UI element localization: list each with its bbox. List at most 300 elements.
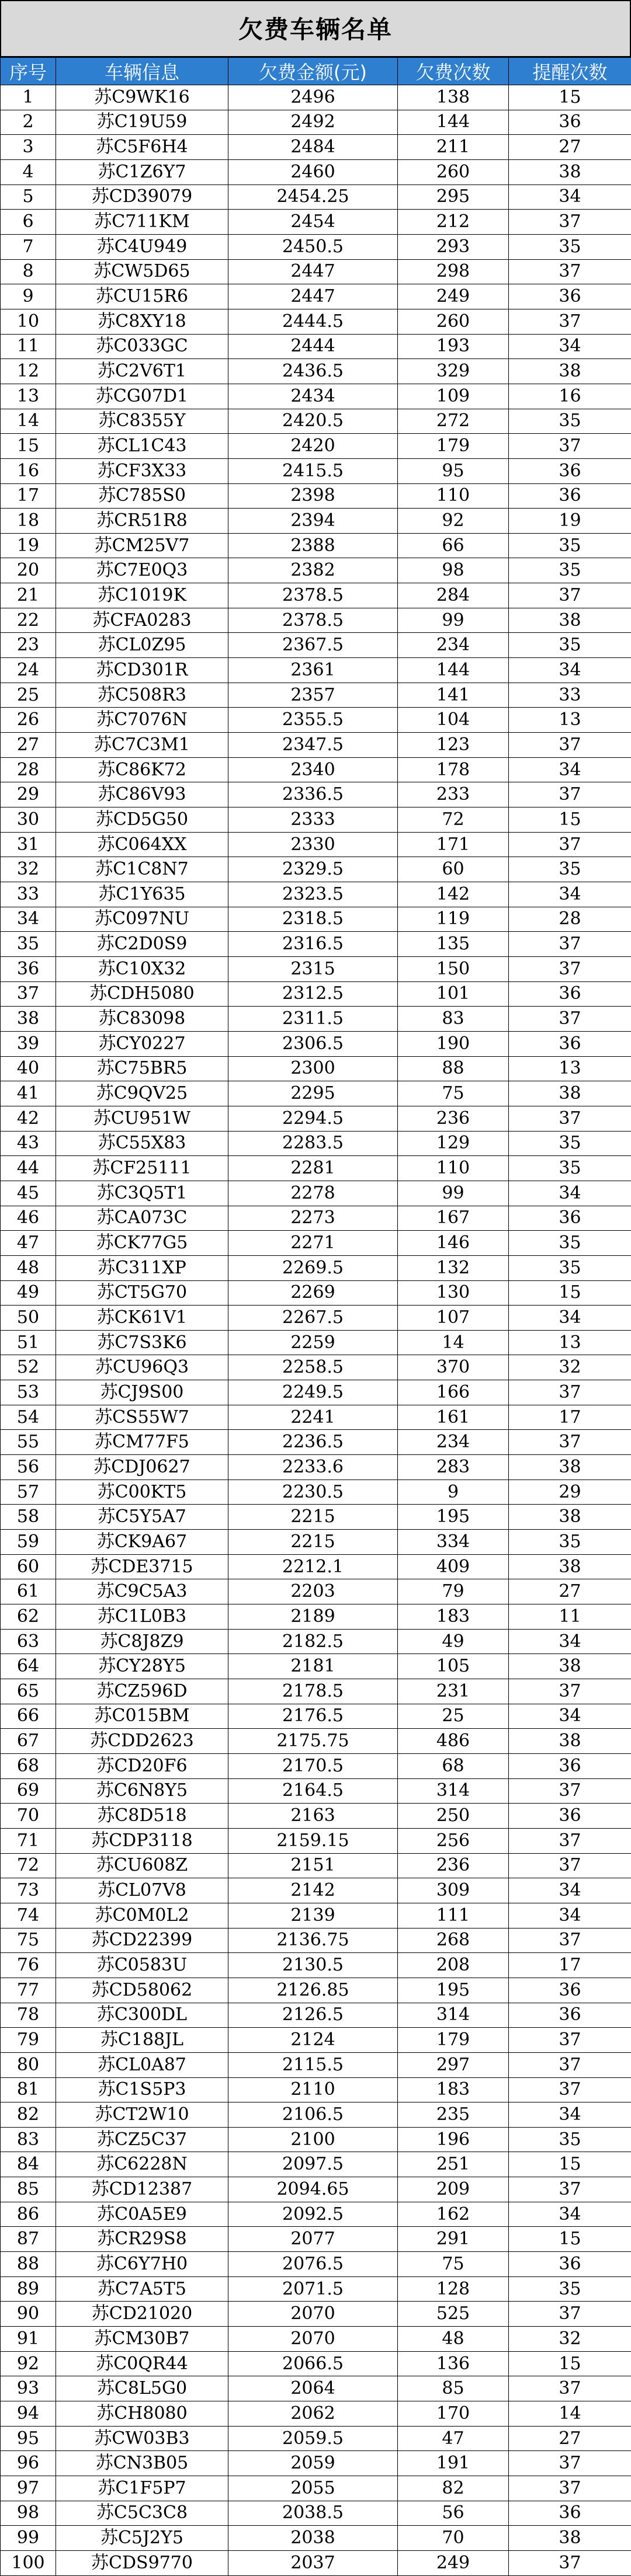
cell-amount: 2236.5	[228, 1430, 398, 1455]
cell-vehicle: 苏CDD2623	[56, 1729, 228, 1754]
cell-vehicle: 苏C8J8Z9	[56, 1629, 228, 1654]
cell-vehicle: 苏C1F5P7	[56, 2476, 228, 2501]
cell-vehicle: 苏CL0Z95	[56, 633, 228, 658]
cell-reminder-count: 37	[509, 434, 631, 459]
cell-vehicle: 苏CT5G70	[56, 1280, 228, 1306]
cell-index: 45	[1, 1181, 56, 1206]
cell-reminder-count: 35	[509, 857, 631, 882]
cell-vehicle: 苏CF3X33	[56, 458, 228, 483]
cell-index: 93	[1, 2376, 56, 2401]
cell-index: 82	[1, 2102, 56, 2128]
cell-index: 24	[1, 658, 56, 683]
table-row	[1, 981, 631, 1007]
cell-reminder-count: 28	[509, 907, 631, 932]
cell-vehicle: 苏C0M0L2	[56, 1903, 228, 1928]
cell-amount: 2447	[228, 259, 398, 284]
cell-index: 90	[1, 2302, 56, 2327]
table-row	[1, 633, 631, 658]
cell-index: 78	[1, 2003, 56, 2028]
cell-reminder-count: 35	[509, 234, 631, 259]
cell-reminder-count: 36	[509, 2501, 631, 2526]
cell-arrears-count: 49	[398, 1629, 509, 1654]
cell-arrears-count: 190	[398, 1031, 509, 1056]
cell-amount: 2415.5	[228, 458, 398, 483]
table-row	[1, 2028, 631, 2053]
cell-amount: 2312.5	[228, 981, 398, 1007]
cell-vehicle: 苏CA073C	[56, 1206, 228, 1231]
cell-arrears-count: 75	[398, 1081, 509, 1106]
table-row	[1, 2426, 631, 2451]
cell-reminder-count: 13	[509, 1330, 631, 1355]
cell-index: 13	[1, 384, 56, 409]
cell-reminder-count: 37	[509, 583, 631, 608]
cell-index: 72	[1, 1853, 56, 1878]
table-row	[1, 159, 631, 185]
cell-reminder-count: 27	[509, 135, 631, 160]
cell-index: 26	[1, 708, 56, 733]
cell-index: 54	[1, 1405, 56, 1430]
cell-vehicle: 苏CW03B3	[56, 2426, 228, 2451]
cell-vehicle: 苏CM77F5	[56, 1430, 228, 1455]
cell-reminder-count: 36	[509, 1978, 631, 2003]
table-row	[1, 259, 631, 284]
cell-index: 36	[1, 956, 56, 981]
cell-amount: 2151	[228, 1853, 398, 1878]
cell-arrears-count: 284	[398, 583, 509, 608]
cell-vehicle: 苏CL1C43	[56, 434, 228, 459]
cell-reminder-count: 37	[509, 1778, 631, 1804]
cell-reminder-count: 37	[509, 1380, 631, 1405]
cell-arrears-count: 14	[398, 1330, 509, 1355]
cell-arrears-count: 146	[398, 1231, 509, 1256]
cell-vehicle: 苏C2V6T1	[56, 359, 228, 384]
cell-amount: 2233.6	[228, 1455, 398, 1480]
table-row	[1, 1231, 631, 1256]
cell-amount: 2444	[228, 334, 398, 359]
cell-index: 87	[1, 2227, 56, 2252]
cell-arrears-count: 236	[398, 1106, 509, 1131]
cell-index: 92	[1, 2351, 56, 2376]
cell-index: 16	[1, 458, 56, 483]
cell-amount: 2037	[228, 2550, 398, 2575]
cell-index: 37	[1, 981, 56, 1007]
cell-amount: 2454	[228, 210, 398, 235]
cell-amount: 2434	[228, 384, 398, 409]
cell-reminder-count: 36	[509, 2252, 631, 2277]
cell-index: 22	[1, 608, 56, 633]
cell-arrears-count: 128	[398, 2276, 509, 2302]
table-row	[1, 1778, 631, 1804]
arrears-table	[0, 57, 631, 2576]
cell-arrears-count: 211	[398, 135, 509, 160]
cell-amount: 2340	[228, 757, 398, 782]
cell-index: 99	[1, 2526, 56, 2551]
table-row	[1, 1007, 631, 1032]
cell-amount: 2170.5	[228, 1753, 398, 1778]
cell-arrears-count: 195	[398, 1978, 509, 2003]
cell-amount: 2175.75	[228, 1729, 398, 1754]
cell-index: 17	[1, 483, 56, 509]
cell-index: 51	[1, 1330, 56, 1355]
table-row	[1, 558, 631, 583]
table-body	[1, 85, 631, 2576]
table-row	[1, 1106, 631, 1131]
cell-vehicle: 苏CDS9770	[56, 2550, 228, 2575]
cell-index: 56	[1, 1455, 56, 1480]
cell-vehicle: 苏CD39079	[56, 185, 228, 210]
table-row	[1, 1206, 631, 1231]
cell-index: 30	[1, 807, 56, 833]
table-row	[1, 1704, 631, 1729]
cell-amount: 2311.5	[228, 1007, 398, 1032]
cell-arrears-count: 268	[398, 1928, 509, 1953]
cell-amount: 2215	[228, 1505, 398, 1530]
cell-index: 12	[1, 359, 56, 384]
cell-reminder-count: 38	[509, 608, 631, 633]
cell-index: 70	[1, 1804, 56, 1829]
cell-vehicle: 苏C9QV25	[56, 1081, 228, 1106]
cell-arrears-count: 107	[398, 1306, 509, 1331]
cell-reminder-count: 32	[509, 1355, 631, 1380]
cell-index: 71	[1, 1828, 56, 1853]
cell-vehicle: 苏C9C5A3	[56, 1579, 228, 1604]
cell-reminder-count: 34	[509, 1306, 631, 1331]
cell-vehicle: 苏C0QR44	[56, 2351, 228, 2376]
cell-vehicle: 苏C6228N	[56, 2152, 228, 2177]
cell-index: 49	[1, 1280, 56, 1306]
cell-vehicle: 苏CH8080	[56, 2401, 228, 2427]
cell-index: 33	[1, 882, 56, 907]
cell-reminder-count: 35	[509, 558, 631, 583]
cell-vehicle: 苏C5J2Y5	[56, 2526, 228, 2551]
cell-vehicle: 苏C1S5P3	[56, 2077, 228, 2102]
cell-vehicle: 苏C86K72	[56, 757, 228, 782]
cell-arrears-count: 111	[398, 1903, 509, 1928]
cell-reminder-count: 35	[509, 533, 631, 558]
cell-vehicle: 苏CL07V8	[56, 1878, 228, 1903]
table-row	[1, 1579, 631, 1604]
cell-reminder-count: 37	[509, 259, 631, 284]
cell-arrears-count: 166	[398, 1380, 509, 1405]
cell-reminder-count: 38	[509, 159, 631, 185]
cell-arrears-count: 82	[398, 2476, 509, 2501]
cell-vehicle: 苏CY28Y5	[56, 1654, 228, 1679]
cell-arrears-count: 234	[398, 1430, 509, 1455]
table-row	[1, 1729, 631, 1754]
cell-amount: 2059.5	[228, 2426, 398, 2451]
cell-index: 14	[1, 409, 56, 434]
cell-amount: 2066.5	[228, 2351, 398, 2376]
table-row	[1, 1878, 631, 1903]
cell-reminder-count: 36	[509, 1206, 631, 1231]
table-row	[1, 2476, 631, 2501]
table-row	[1, 2102, 631, 2128]
cell-index: 2	[1, 110, 56, 135]
cell-arrears-count: 9	[398, 1480, 509, 1505]
cell-amount: 2394	[228, 509, 398, 534]
cell-reminder-count: 37	[509, 1430, 631, 1455]
cell-reminder-count: 36	[509, 1804, 631, 1829]
cell-amount: 2259	[228, 1330, 398, 1355]
cell-index: 89	[1, 2276, 56, 2302]
cell-vehicle: 苏CDE3715	[56, 1554, 228, 1579]
cell-index: 100	[1, 2550, 56, 2575]
cell-reminder-count: 37	[509, 2052, 631, 2077]
cell-amount: 2333	[228, 807, 398, 833]
cell-arrears-count: 233	[398, 782, 509, 807]
cell-reminder-count: 37	[509, 309, 631, 334]
cell-arrears-count: 249	[398, 284, 509, 309]
cell-arrears-count: 231	[398, 1679, 509, 1704]
cell-amount: 2164.5	[228, 1778, 398, 1804]
cell-arrears-count: 105	[398, 1654, 509, 1679]
cell-arrears-count: 150	[398, 956, 509, 981]
cell-reminder-count: 37	[509, 956, 631, 981]
cell-amount: 2062	[228, 2401, 398, 2427]
cell-arrears-count: 409	[398, 1554, 509, 1579]
cell-index: 83	[1, 2127, 56, 2152]
cell-reminder-count: 38	[509, 1554, 631, 1579]
cell-vehicle: 苏C7E0Q3	[56, 558, 228, 583]
cell-vehicle: 苏C188JL	[56, 2028, 228, 2053]
cell-reminder-count: 36	[509, 2003, 631, 2028]
cell-index: 31	[1, 832, 56, 857]
cell-amount: 2281	[228, 1156, 398, 1181]
cell-reminder-count: 37	[509, 932, 631, 957]
cell-index: 18	[1, 509, 56, 534]
cell-reminder-count: 11	[509, 1604, 631, 1630]
table-row	[1, 1978, 631, 2003]
table-row	[1, 2451, 631, 2476]
cell-index: 94	[1, 2401, 56, 2427]
cell-arrears-count: 171	[398, 832, 509, 857]
cell-vehicle: 苏C55X83	[56, 1131, 228, 1156]
table-row	[1, 483, 631, 509]
cell-arrears-count: 68	[398, 1753, 509, 1778]
cell-index: 76	[1, 1953, 56, 1978]
cell-amount: 2436.5	[228, 359, 398, 384]
cell-reminder-count: 35	[509, 409, 631, 434]
cell-vehicle: 苏CU608Z	[56, 1853, 228, 1878]
cell-reminder-count: 37	[509, 2550, 631, 2575]
cell-arrears-count: 297	[398, 2052, 509, 2077]
cell-vehicle: 苏CK9A67	[56, 1530, 228, 1555]
cell-vehicle: 苏C8L5G0	[56, 2376, 228, 2401]
table-row	[1, 2401, 631, 2427]
cell-index: 75	[1, 1928, 56, 1953]
table-row	[1, 135, 631, 160]
cell-reminder-count: 37	[509, 2476, 631, 2501]
table-row	[1, 409, 631, 434]
cell-vehicle: 苏C8355Y	[56, 409, 228, 434]
cell-vehicle: 苏CU96Q3	[56, 1355, 228, 1380]
cell-arrears-count: 88	[398, 1056, 509, 1081]
cell-index: 50	[1, 1306, 56, 1331]
cell-vehicle: 苏C8D518	[56, 1804, 228, 1829]
cell-arrears-count: 144	[398, 658, 509, 683]
cell-index: 34	[1, 907, 56, 932]
cell-arrears-count: 179	[398, 434, 509, 459]
cell-amount: 2258.5	[228, 1355, 398, 1380]
table-row	[1, 434, 631, 459]
cell-vehicle: 苏C097NU	[56, 907, 228, 932]
cell-index: 81	[1, 2077, 56, 2102]
cell-amount: 2076.5	[228, 2252, 398, 2277]
cell-arrears-count: 195	[398, 1505, 509, 1530]
table-row	[1, 2177, 631, 2202]
table-row	[1, 2252, 631, 2277]
cell-index: 11	[1, 334, 56, 359]
cell-reminder-count: 37	[509, 1828, 631, 1853]
cell-amount: 2361	[228, 658, 398, 683]
cell-reminder-count: 35	[509, 2127, 631, 2152]
cell-index: 1	[1, 85, 56, 110]
cell-arrears-count: 132	[398, 1255, 509, 1280]
cell-amount: 2306.5	[228, 1031, 398, 1056]
cell-arrears-count: 66	[398, 533, 509, 558]
table-row	[1, 1181, 631, 1206]
cell-vehicle: 苏CD58062	[56, 1978, 228, 2003]
cell-vehicle: 苏CG07D1	[56, 384, 228, 409]
cell-amount: 2215	[228, 1530, 398, 1555]
cell-vehicle: 苏C7C3M1	[56, 733, 228, 758]
table-row	[1, 1081, 631, 1106]
cell-vehicle: 苏C2D0S9	[56, 932, 228, 957]
cell-index: 60	[1, 1554, 56, 1579]
cell-vehicle: 苏C6N8Y5	[56, 1778, 228, 1804]
cell-amount: 2420	[228, 434, 398, 459]
cell-reminder-count: 37	[509, 2028, 631, 2053]
cell-amount: 2126.5	[228, 2003, 398, 2028]
table-row	[1, 757, 631, 782]
cell-vehicle: 苏CY0227	[56, 1031, 228, 1056]
cell-reminder-count: 17	[509, 1953, 631, 1978]
cell-index: 86	[1, 2202, 56, 2227]
cell-amount: 2367.5	[228, 633, 398, 658]
cell-reminder-count: 35	[509, 633, 631, 658]
cell-index: 68	[1, 1753, 56, 1778]
cell-vehicle: 苏C6Y7H0	[56, 2252, 228, 2277]
table-row	[1, 2550, 631, 2575]
cell-arrears-count: 293	[398, 234, 509, 259]
header-amount: 欠费金额(元)	[228, 58, 398, 85]
cell-reminder-count: 36	[509, 110, 631, 135]
cell-amount: 2329.5	[228, 857, 398, 882]
cell-index: 65	[1, 1679, 56, 1704]
cell-arrears-count: 75	[398, 2252, 509, 2277]
table-row	[1, 956, 631, 981]
cell-index: 32	[1, 857, 56, 882]
cell-arrears-count: 70	[398, 2526, 509, 2551]
cell-arrears-count: 193	[398, 334, 509, 359]
cell-vehicle: 苏C0A5E9	[56, 2202, 228, 2227]
cell-amount: 2181	[228, 1654, 398, 1679]
table-row	[1, 85, 631, 110]
cell-arrears-count: 208	[398, 1953, 509, 1978]
cell-arrears-count: 47	[398, 2426, 509, 2451]
cell-reminder-count: 37	[509, 782, 631, 807]
cell-amount: 2038.5	[228, 2501, 398, 2526]
cell-reminder-count: 35	[509, 2276, 631, 2302]
cell-reminder-count: 14	[509, 2401, 631, 2427]
cell-vehicle: 苏C785S0	[56, 483, 228, 509]
cell-amount: 2278	[228, 1181, 398, 1206]
cell-amount: 2484	[228, 135, 398, 160]
cell-index: 27	[1, 733, 56, 758]
cell-reminder-count: 17	[509, 1405, 631, 1430]
cell-index: 3	[1, 135, 56, 160]
cell-arrears-count: 110	[398, 483, 509, 509]
cell-index: 44	[1, 1156, 56, 1181]
table-row	[1, 1330, 631, 1355]
table-row	[1, 733, 631, 758]
cell-amount: 2178.5	[228, 1679, 398, 1704]
cell-arrears-count: 98	[398, 558, 509, 583]
cell-amount: 2115.5	[228, 2052, 398, 2077]
cell-vehicle: 苏CJ9S00	[56, 1380, 228, 1405]
cell-reminder-count: 15	[509, 2227, 631, 2252]
cell-vehicle: 苏C015BM	[56, 1704, 228, 1729]
cell-vehicle: 苏CK77G5	[56, 1231, 228, 1256]
cell-amount: 2355.5	[228, 708, 398, 733]
table-row	[1, 2052, 631, 2077]
cell-arrears-count: 260	[398, 159, 509, 185]
cell-reminder-count: 15	[509, 2351, 631, 2376]
table-row	[1, 1480, 631, 1505]
table-row	[1, 1679, 631, 1704]
cell-index: 48	[1, 1255, 56, 1280]
cell-vehicle: 苏CT2W10	[56, 2102, 228, 2128]
cell-index: 52	[1, 1355, 56, 1380]
table-row	[1, 359, 631, 384]
cell-arrears-count: 72	[398, 807, 509, 833]
table-row	[1, 234, 631, 259]
cell-amount: 2071.5	[228, 2276, 398, 2302]
table-row	[1, 2227, 631, 2252]
cell-vehicle: 苏C0583U	[56, 1953, 228, 1978]
cell-arrears-count: 135	[398, 932, 509, 957]
cell-amount: 2300	[228, 1056, 398, 1081]
cell-amount: 2330	[228, 832, 398, 857]
cell-vehicle: 苏C86V93	[56, 782, 228, 807]
table-row	[1, 210, 631, 235]
cell-vehicle: 苏C00KT5	[56, 1480, 228, 1505]
cell-arrears-count: 56	[398, 2501, 509, 2526]
cell-vehicle: 苏CK61V1	[56, 1306, 228, 1331]
cell-index: 62	[1, 1604, 56, 1630]
cell-reminder-count: 37	[509, 733, 631, 758]
cell-amount: 2100	[228, 2127, 398, 2152]
cell-arrears-count: 99	[398, 608, 509, 633]
cell-reminder-count: 35	[509, 1530, 631, 1555]
table-row	[1, 1853, 631, 1878]
cell-amount: 2267.5	[228, 1306, 398, 1331]
cell-index: 10	[1, 309, 56, 334]
cell-amount: 2059	[228, 2451, 398, 2476]
table-row	[1, 1654, 631, 1679]
cell-vehicle: 苏CU951W	[56, 1106, 228, 1131]
cell-amount: 2316.5	[228, 932, 398, 957]
cell-arrears-count: 183	[398, 2077, 509, 2102]
cell-index: 61	[1, 1579, 56, 1604]
cell-reminder-count: 15	[509, 807, 631, 833]
cell-arrears-count: 92	[398, 509, 509, 534]
cell-arrears-count: 141	[398, 683, 509, 708]
cell-arrears-count: 298	[398, 259, 509, 284]
cell-arrears-count: 95	[398, 458, 509, 483]
cell-arrears-count: 104	[398, 708, 509, 733]
cell-amount: 2460	[228, 159, 398, 185]
